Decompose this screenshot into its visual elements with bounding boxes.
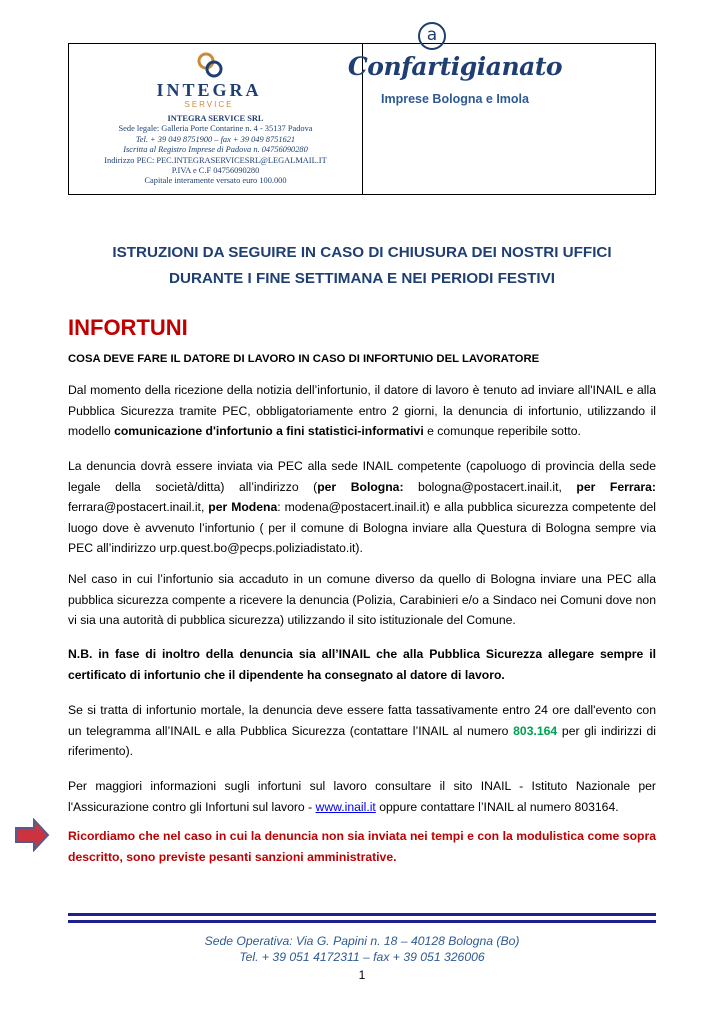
warning-paragraph: Ricordiamo che nel caso in cui la denuncia non sia inviata nei tempi e con la modulistica come sopra descritto, sono previste pesanti sanzioni amministrative. (68, 829, 656, 864)
company-registry: Iscritta al Registro Imprese di Padova n. 04756090280 (123, 145, 308, 155)
title-line-1: ISTRUZIONI DA SEGUIRE IN CASO DI CHIUSURA DEI NOSTRI UFFICI (112, 244, 612, 261)
inail-number: 803.164 (513, 723, 558, 738)
section-subtitle: COSA DEVE FARE IL DATORE DI LAVORO IN CASO DI INFORTUNIO DEL LAVORATORE (68, 353, 540, 365)
arrow-right-icon (14, 818, 50, 852)
inail-link[interactable]: www.inail.it (315, 799, 376, 814)
confartigianato-logo: Confartigianato (347, 52, 563, 81)
integra-wordmark: INTEGRA (156, 80, 262, 100)
paragraph-1: Dal momento della ricezione della notizia dell’infortunio, il datore di lavoro è tenuto ad inviare all'INAIL e alla Pubblica Sicurezza tramite PEC, obbligatoriamente entro 2 giorni, la denuncia di infortunio, utilizzando il modello comunicazione d'infortunio a fini statistici-informativi e comunque reperibile sotto. (68, 383, 656, 438)
confartigianato-at-icon: a (418, 22, 446, 50)
company-name: INTEGRA SERVICE SRL (167, 114, 264, 123)
company-pec: Indirizzo PEC: PEC.INTEGRASERVICESRL@LEGALMAIL.IT (104, 155, 327, 165)
paragraph-3: Nel caso in cui l’infortunio sia accaduto in un comune diverso da quello di Bologna inviare una PEC alla pubblica sicurezza compente a ricevere la denuncia (Polizia, Carabinieri e/o a Sindaco nei Comuni dove non vi sia una autorità di pubblica sicurezza) utilizzando il sito istituzionale del Comune. (68, 572, 656, 627)
footer-address (68, 933, 656, 965)
paragraph-5: Se si tratta di infortunio mortale, la denuncia deve essere fatta tassativamente entro 24 ore dall'evento con un telegramma all’INAIL e alla Pubblica Sicurezza (contattare l’INAIL al numero 803.164 per gli indirizzi di riferimento). (68, 703, 656, 758)
section-title: INFORTUNI (68, 315, 188, 340)
company-address: Sede legale: Galleria Porte Contarine n. 4 - 35137 Padova (118, 124, 313, 134)
page-number: 1 (358, 968, 366, 982)
title-line-2: DURANTE I FINE SETTIMANA E NEI PERIODI FESTIVI (169, 270, 555, 287)
paragraph-4: N.B. in fase di inoltro della denuncia sia all’INAIL che alla Pubblica Sicurezza allegare sempre il certificato di infortunio che il dipendente ha consegnato al datore di lavoro. (68, 647, 656, 682)
integra-mark-icon (195, 50, 225, 80)
company-info (69, 114, 362, 187)
confartigianato-subtitle: Imprese Bologna e Imola (381, 92, 529, 106)
integra-logo (149, 50, 269, 112)
company-capital: Capitale interamente versato euro 100.000 (144, 176, 287, 186)
integra-tagline: SERVICE (184, 100, 234, 109)
company-phone: Tel. + 39 049 8751900 – fax + 39 049 8751621 (135, 134, 296, 144)
company-vat: P.IVA e C.F 04756090280 (171, 166, 260, 176)
paragraph-6: Per maggiori informazioni sugli infortuni sul lavoro consultare il sito INAIL - Istituto Nazionale per l'Assicurazione contro gli Infortuni sul lavoro - www.inail.it oppure contattare l’INAIL al numero 803164. (68, 779, 656, 814)
footer-line-1: Sede Operativa: Via G. Papini n. 18 – 40128 Bologna (Bo) (204, 934, 520, 948)
footer-rule (68, 913, 656, 923)
paragraph-2: La denuncia dovrà essere inviata via PEC alla sede INAIL competente (capoluogo di provincia della sede legale della società/ditta) all’indirizzo (per Bologna: bologna@postacert.inail.it, per Ferrara: ferrara@postacert.inail.it, per Modena: modena@postacert.inail.it) e alla pubblica sicurezza competente del luogo dove è avvenuto l’infortunio ( per il comune di Bologna inviare alla Questura di Bologna sempre via PEC all’indirizzo urp.quest.bo@pecps.poliziadistato.it). (68, 459, 656, 555)
document-title (68, 240, 656, 292)
footer-line-2: Tel. + 39 051 4172311 – fax + 39 051 326006 (239, 950, 485, 964)
